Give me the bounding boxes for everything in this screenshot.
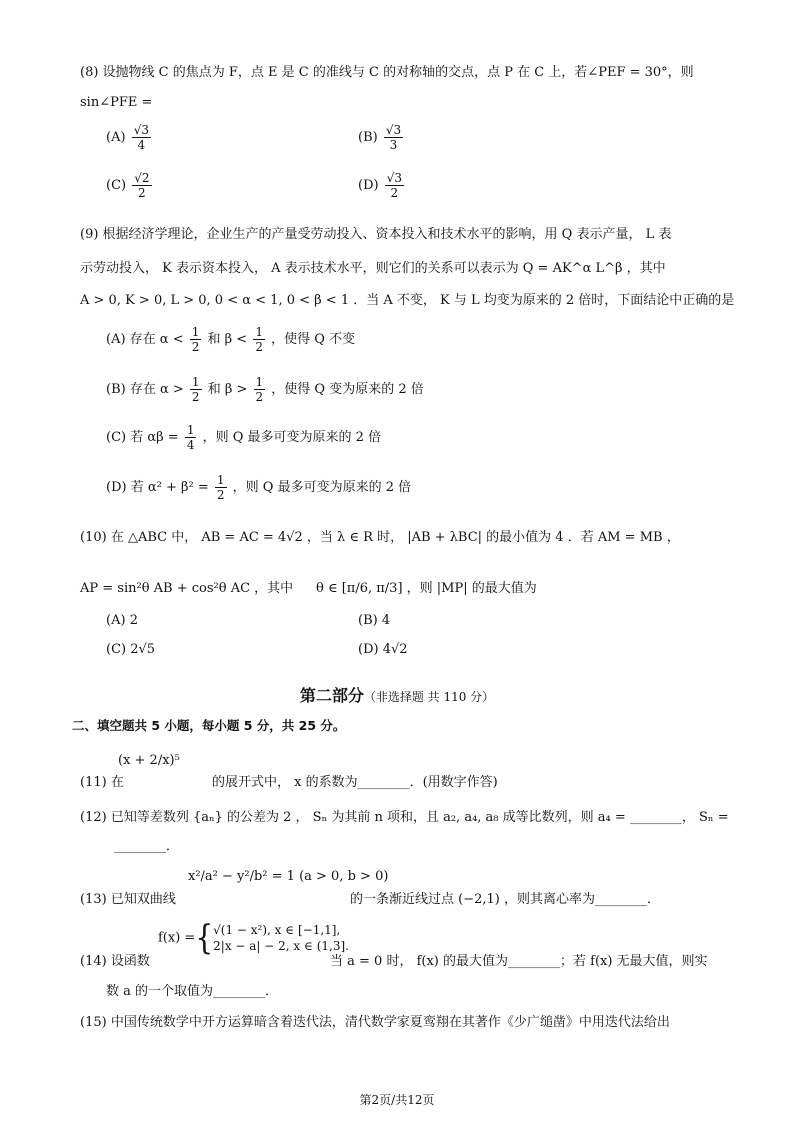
q10-line2a: AP = sin²θ AB + cos²θ AC ，其中 [80,581,294,596]
section-heading: 二、填空题共 5 小题，每小题 5 分，共 25 分。 [72,718,346,733]
option-label: (B) [358,130,378,145]
option-label: (D) [358,178,379,193]
fraction: $\frac{1}{2}$ [191,325,200,354]
fraction: $\frac{1}{2}$ [216,473,225,502]
q14-post: 当 a = 0 时， f(x) 的最大值为________；若 f(x) 无最大值，则实 [330,954,708,969]
fraction: $\frac{√3}{3}$ [385,123,402,152]
fraction: $\frac{1}{4}$ [186,423,195,452]
q8-option-b [358,124,405,151]
q10-line1: (10) 在 △ABC 中， AB = AC = 4√2 ，当 λ ∈ R 时， |AB + λBC| 的最小值为 4 ．若 AM = MB ， [80,530,680,545]
q8-option-d [358,172,406,199]
q9-option-a: (A) 存在 α < $\frac{1}{2}$ 和 β < $\frac{1}{2}$ ，使得 Q 不变 [106,325,356,354]
q10-option-a: (A) 2 [106,613,138,628]
q13-pre: (13) 已知双曲线 [80,892,176,907]
q10-option-c: (C) 2√5 [106,642,156,657]
page-footer: 第2页/共12页 [359,1093,435,1107]
q9-option-d: (D) 若 α² + β² = $\frac{1}{2}$ ，则 Q 最多可变为原来的 2 倍 [106,473,412,502]
part-title: 第二部分（非选择题 共 110 分） [299,686,495,705]
q14-line2: 数 a 的一个取值为________． [106,984,279,999]
q12-line2: ________． [114,839,180,854]
q8-option-c [106,172,154,199]
q10-option-d: (D) 4√2 [358,642,408,657]
fraction: $\frac{√3}{2}$ [386,171,402,200]
q8-option-a [106,124,153,151]
q9-line1: (9) 根据经济学理论，企业生产的产量受劳动投入、资本投入和技术水平的影响，用 Q 表示产量， L 表 [80,227,672,242]
fraction: $\frac{√3}{4}$ [133,123,149,152]
q13-post: 的一条渐近线过点 (−2,1) ，则其离心率为________． [350,892,660,907]
q8-line2: sin∠PFE = [80,95,153,110]
q9-option-b: (B) 存在 α > $\frac{1}{2}$ 和 β > $\frac{1}{2}$ ，使得 Q 变为原来的 2 倍 [106,375,424,404]
q14-function: f(x) ={ √(1 − x²), x ∈ [−1,1], 2|x − a| − 2, x ∈ (1,3]. [158,917,349,958]
q15-line1: (15) 中国传统数学中开方运算暗含着迭代法，清代数学家夏鸾翔在其著作《少广缒凿》中用迭代法给出 [80,1015,670,1030]
q14-pre: (14) 设函数 [80,954,150,969]
option-label: (A) [106,130,126,145]
fraction: $\frac{√2}{2}$ [134,171,150,200]
q11-expression: (x + 2/x)⁵ [118,753,180,768]
q11-post: 的展开式中， x 的系数为________．(用数字作答) [212,775,498,790]
q9-option-c: (C) 若 αβ = $\frac{1}{4}$ ，则 Q 最多可变为原来的 2 倍 [106,423,382,452]
fraction: $\frac{1}{2}$ [255,325,263,354]
q10-line2b: θ ∈ [π/6, π/3] ，则 |MP| 的最大值为 [316,581,537,596]
option-label: (C) [106,178,127,193]
q11-pre: (11) 在 [80,775,124,790]
fraction: $\frac{1}{2}$ [191,375,200,404]
fraction: $\frac{1}{2}$ [255,375,264,404]
q13-expression: x²/a² − y²/b² = 1 (a > 0, b > 0) [188,869,389,884]
q10-option-b: (B) 4 [358,613,391,628]
q9-line3: A > 0, K > 0, L > 0, 0 < α < 1, 0 < β < 1 ．当 A 不变， K 与 L 均变为原来的 2 倍时，下面结论中正确的是 [80,293,735,308]
q12-line1: (12) 已知等差数列 {aₙ} 的公差为 2 ， Sₙ 为其前 n 项和，且 a₂, a₄, a₈ 成等比数列，则 a₄ = ________， Sₙ = [80,810,729,825]
q9-line2: 示劳动投入， K 表示资本投入， A 表示技术水平，则它们的关系可以表示为 Q = AK^α L^β ，其中 [80,261,666,276]
q8-line1: (8) 设抛物线 C 的焦点为 F，点 E 是 C 的准线与 C 的对称轴的交点，点 P 在 C 上，若∠PEF = 30°，则 [80,65,694,80]
